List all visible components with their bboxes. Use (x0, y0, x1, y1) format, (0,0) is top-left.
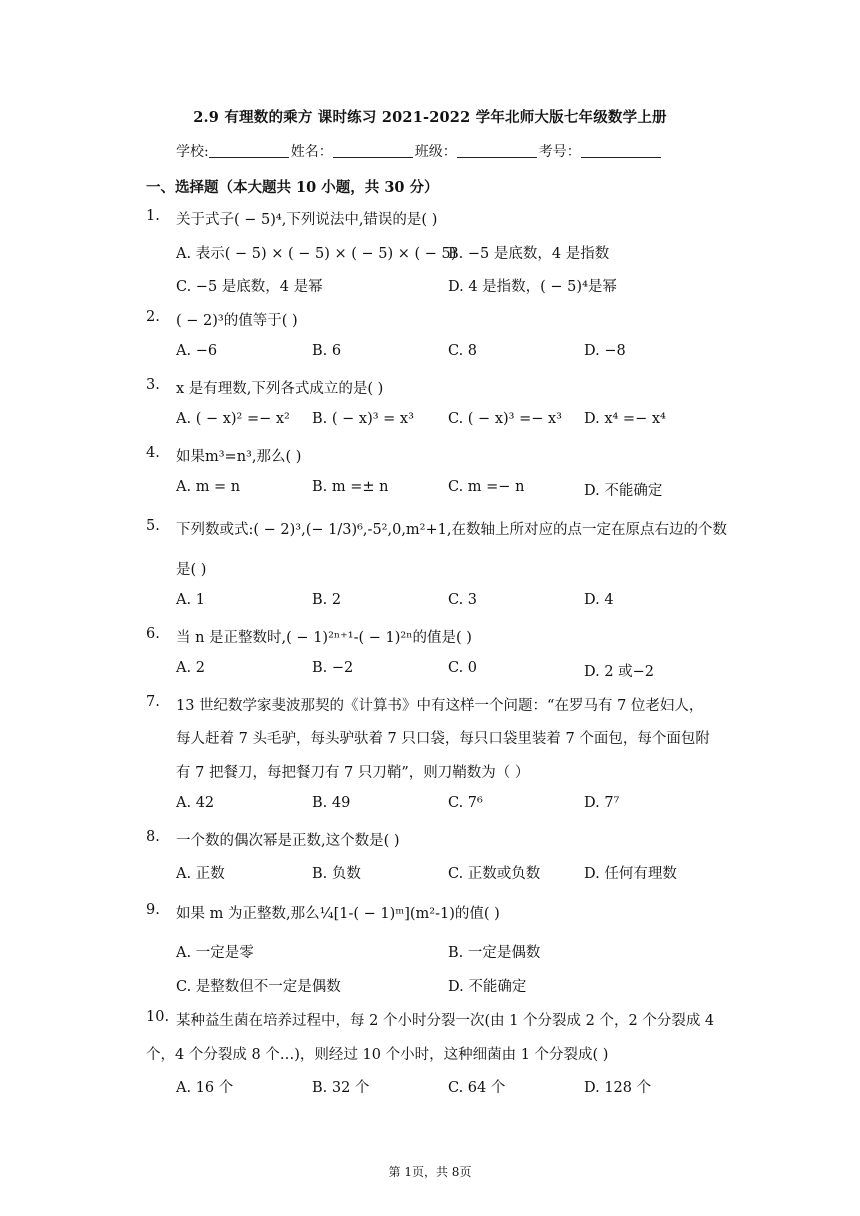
question-text-continued: 个，4 个分裂成 8 个…)，则经过 10 个小时，这种细菌由 1 个分裂成( ) (146, 1047, 609, 1063)
option-d: D. 不能确定 (584, 483, 663, 499)
option-c: C. 3 (448, 592, 478, 608)
question-text: 如果 m 为正整数,那么¼[1-( − 1)ᵐ](m²-1)的值( ) (176, 906, 500, 922)
question-text: 一个数的偶次幂是正数,这个数是( ) (176, 833, 400, 849)
question-text: ( − 2)³的值等于( ) (176, 313, 298, 329)
option-b: B. 6 (312, 343, 342, 359)
option-d: D. 4 是指数，( − 5)⁴是幂 (448, 279, 617, 295)
question-number: 2. (146, 309, 160, 325)
question-number: 6. (146, 626, 160, 642)
section-heading: 一、选择题（本大题共 10 小题，共 30 分） (146, 179, 439, 196)
option-b: B. 32 个 (312, 1080, 370, 1096)
question-text-continued: 有 7 把餐刀，每把餐刀有 7 只刀鞘”，则刀鞘数为（ ） (176, 765, 530, 781)
option-b: B. 2 (312, 592, 342, 608)
option-a: A. 2 (176, 660, 205, 676)
class-label: 班级： (414, 144, 457, 160)
question-text: x 是有理数,下列各式成立的是( ) (176, 381, 384, 397)
option-a: A. m = n (176, 479, 241, 495)
option-c: C. 7⁶ (448, 795, 483, 811)
question-text-continued: 每人赶着 7 头毛驴，每头驴驮着 7 只口袋，每只口袋里装着 7 个面包，每个面包附 (176, 731, 710, 747)
school-blank (209, 145, 289, 158)
option-a: A. 一定是零 (176, 945, 254, 961)
question-number: 5. (146, 518, 160, 534)
option-c: C. 64 个 (448, 1080, 506, 1096)
id-label: 考号： (538, 144, 581, 160)
question-number: 7. (146, 694, 160, 710)
question-number: 3. (146, 377, 160, 393)
option-d: D. 任何有理数 (584, 866, 677, 882)
question-number: 1. (146, 208, 160, 224)
option-b: B. m =± n (312, 479, 389, 495)
option-a: A. 表示( − 5) × ( − 5) × ( − 5) × ( − 5) (176, 246, 457, 262)
name-label: 姓名： (290, 144, 333, 160)
option-c: C. 是整数但不一定是偶数 (176, 979, 341, 995)
id-blank (581, 145, 661, 158)
option-d: D. 不能确定 (448, 979, 527, 995)
option-d: D. 7⁷ (584, 795, 620, 811)
option-b: B. 负数 (312, 866, 361, 882)
question-text: 某种益生菌在培养过程中，每 2 个小时分裂一次(由 1 个分裂成 2 个，2 个分裂成 4 (176, 1013, 715, 1029)
option-b: B. 一定是偶数 (448, 945, 541, 961)
question-text: 当 n 是正整数时,( − 1)²ⁿ⁺¹-( − 1)²ⁿ的值是( ) (176, 630, 472, 646)
option-a: A. 正数 (176, 866, 225, 882)
option-d: D. 2 或−2 (584, 664, 655, 680)
question-text: 如果m³=n³,那么( ) (176, 449, 302, 465)
question-text: 13 世纪数学家斐波那契的《计算书》中有这样一个问题：“在罗马有 7 位老妇人， (176, 698, 704, 714)
option-b: B. −2 (312, 660, 354, 676)
question-text: 关于式子( − 5)⁴,下列说法中,错误的是( ) (176, 212, 438, 228)
option-a: A. 16 个 (176, 1080, 234, 1096)
student-info-line (176, 141, 663, 161)
option-d: D. 128 个 (584, 1080, 652, 1096)
option-c: C. 正数或负数 (448, 866, 541, 882)
option-c: C. −5 是底数，4 是幂 (176, 279, 323, 295)
class-blank (457, 145, 537, 158)
option-a: A. 1 (176, 592, 205, 608)
option-c: C. m =− n (448, 479, 525, 495)
document-title: 2.9 有理数的乘方 课时练习 2021-2022 学年北师大版七年级数学上册 (193, 109, 667, 126)
question-number: 9. (146, 902, 160, 918)
option-a: A. ( − x)² =− x² (176, 411, 290, 427)
question-number: 4. (146, 445, 160, 461)
option-c: C. 0 (448, 660, 478, 676)
option-c: C. ( − x)³ =− x³ (448, 411, 562, 427)
question-number: 8. (146, 829, 160, 845)
option-c: C. 8 (448, 343, 478, 359)
option-b: B. ( − x)³ = x³ (312, 411, 414, 427)
question-number: 10. (146, 1009, 170, 1025)
option-d: D. 4 (584, 592, 614, 608)
option-b: B. −5 是底数，4 是指数 (448, 246, 610, 262)
question-text-continued: 是( ) (176, 562, 207, 578)
name-blank (333, 145, 413, 158)
option-b: B. 49 (312, 795, 351, 811)
option-d: D. −8 (584, 343, 626, 359)
option-a: A. 42 (176, 795, 215, 811)
option-d: D. x⁴ =− x⁴ (584, 411, 666, 427)
school-label: 学校: (176, 144, 209, 160)
page-footer: 第 1页，共 8页 (388, 1165, 472, 1179)
option-a: A. −6 (176, 343, 218, 359)
question-text: 下列数或式:( − 2)³,(− 1/3)⁶,-5²,0,m²+1,在数轴上所对应的点一定在原点右边的个数 (176, 522, 727, 538)
